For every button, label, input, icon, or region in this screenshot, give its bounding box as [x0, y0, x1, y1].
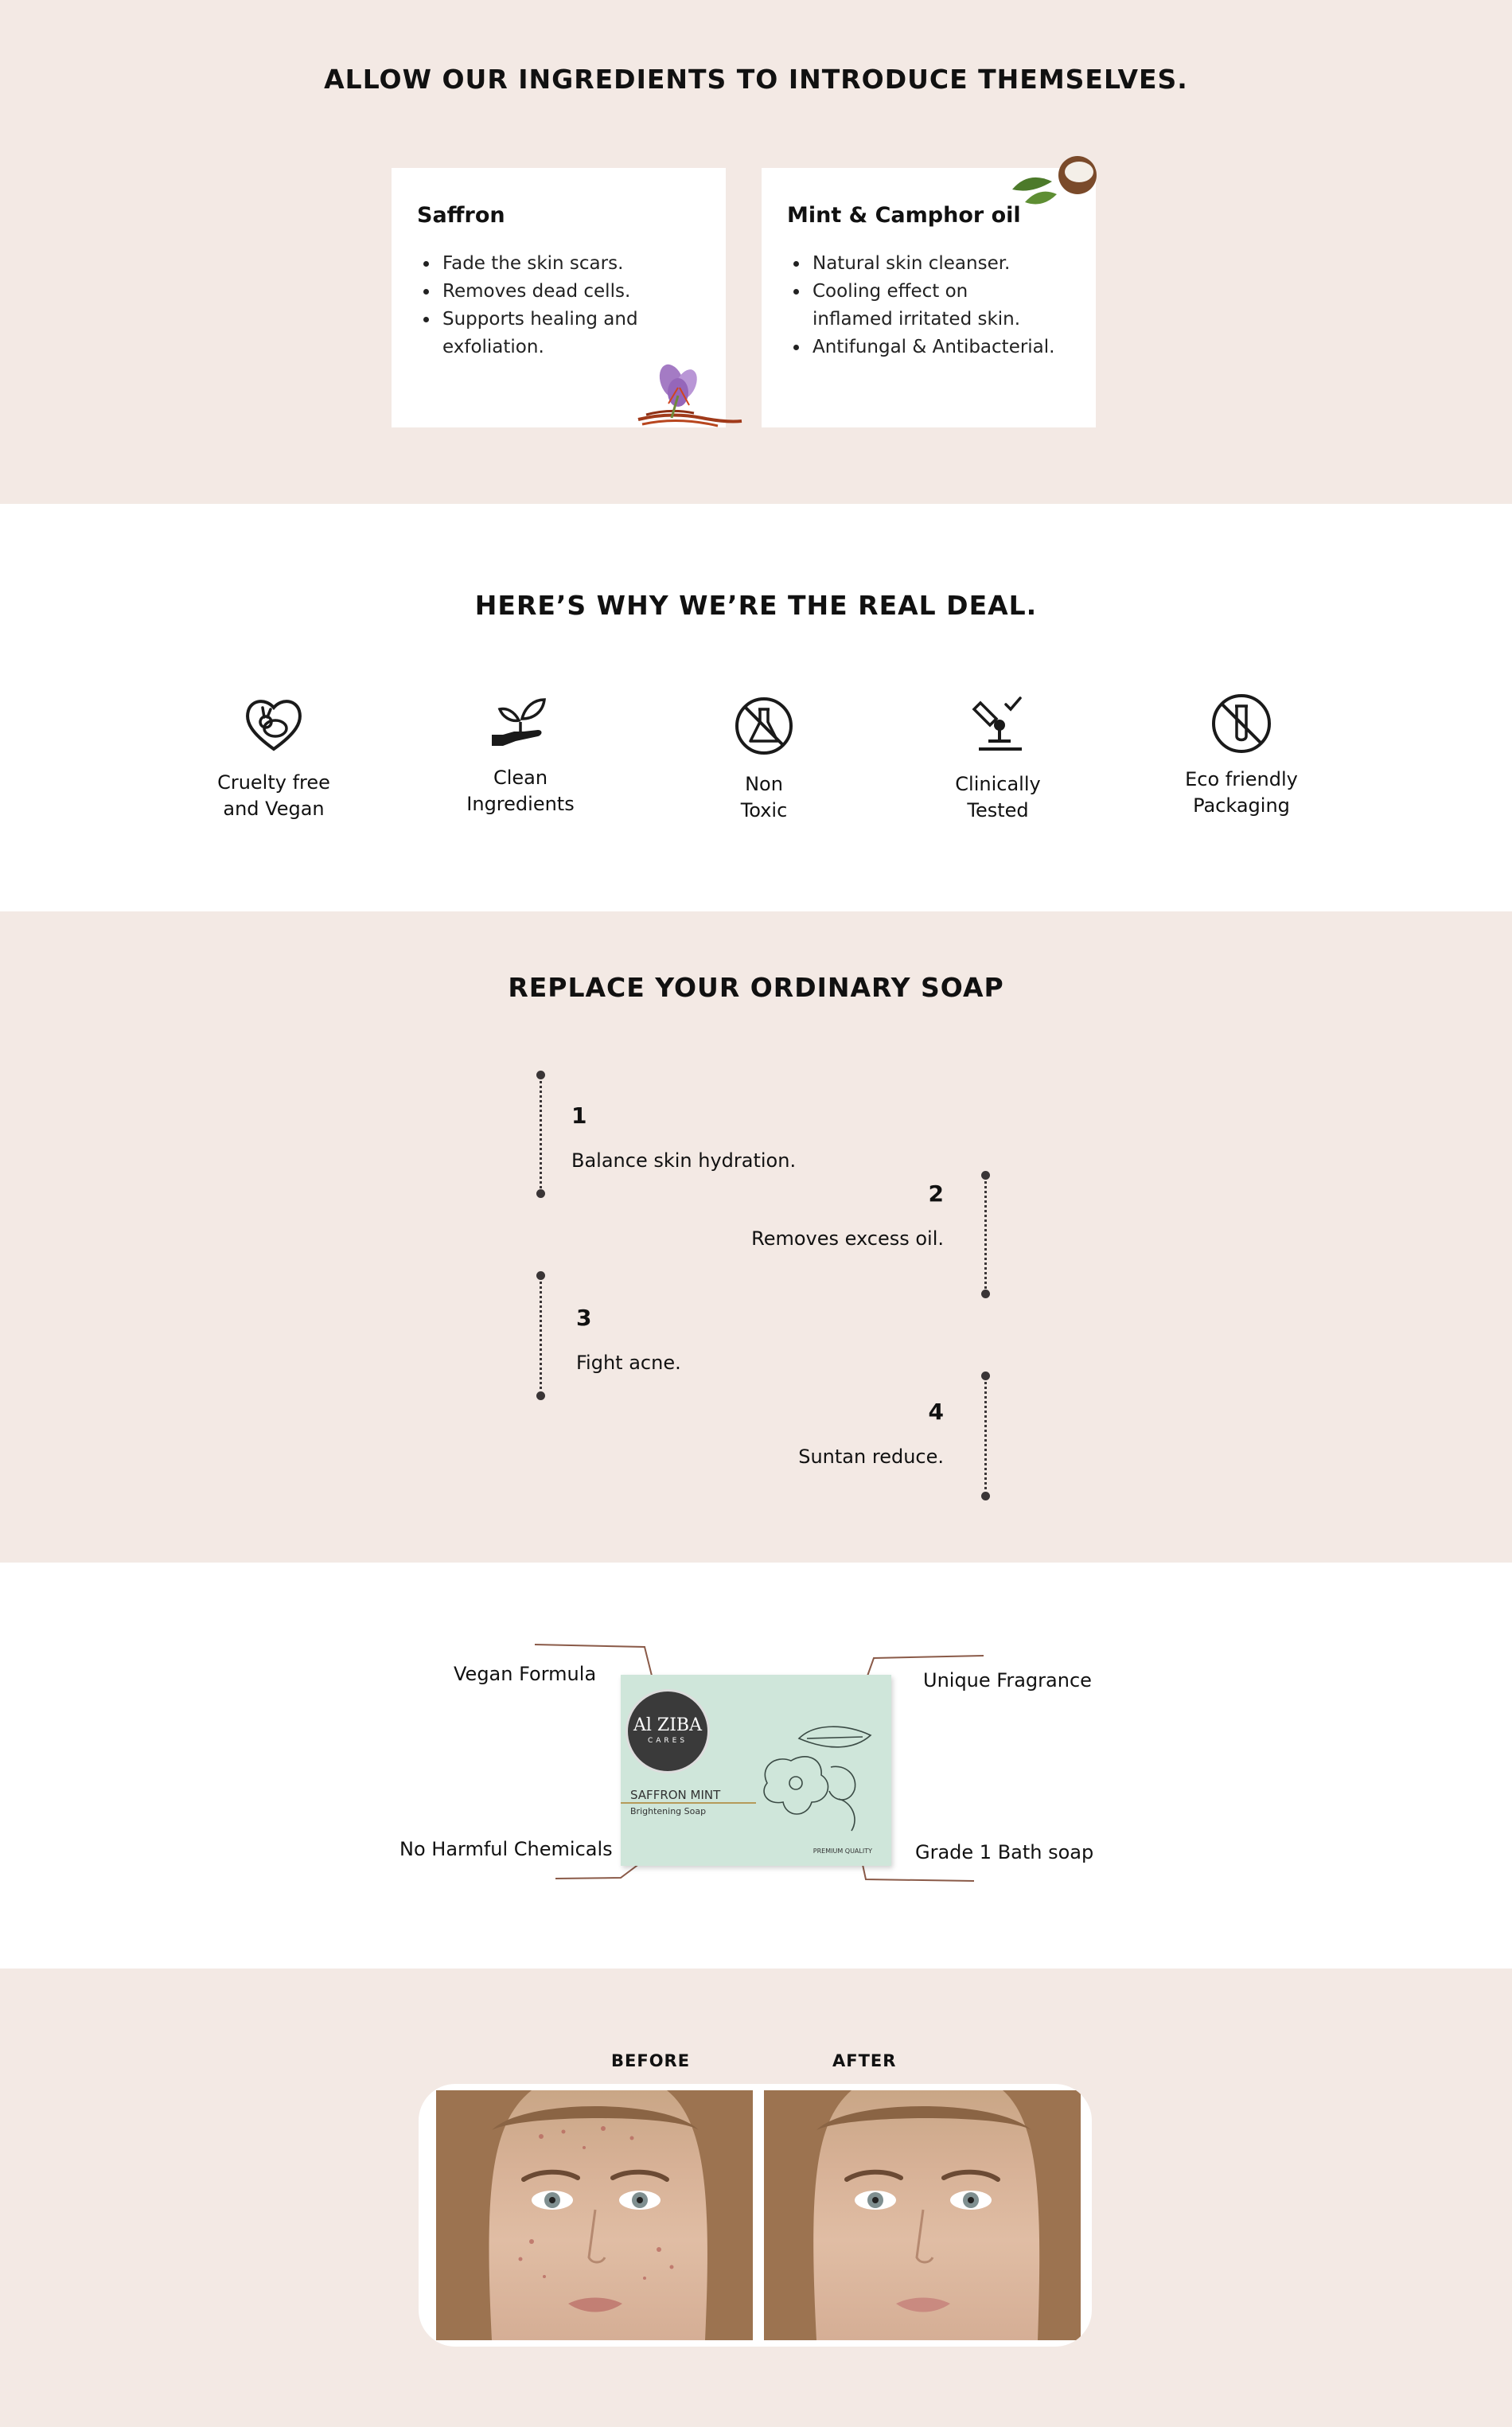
step-2-timeline [980, 1171, 990, 1298]
feature-eco-friendly [1146, 692, 1337, 819]
flower-sketch-icon [751, 1719, 887, 1839]
soap-box-image [621, 1675, 891, 1866]
saffron-flower-image [622, 356, 750, 435]
steps-section [0, 911, 1512, 1563]
list-item: • Removes dead cells. [439, 278, 646, 306]
list-item: • Supports healing and exfoliation. [439, 306, 646, 361]
step-1-timeline [536, 1071, 545, 1198]
step-text: Balance skin hydration. [571, 1149, 797, 1172]
grade-1-bath-soap-label: Grade 1 Bath soap [915, 1841, 1094, 1863]
step-4-timeline [980, 1372, 990, 1500]
why-section [0, 504, 1512, 911]
list-item: • Fade the skin scars. [439, 250, 646, 278]
saffron-card-title: Saffron [417, 203, 505, 228]
soap-product-name: SAFFRON MINT [630, 1788, 721, 1802]
steps-title: REPLACE YOUR ORDINARY SOAP [508, 972, 1004, 1003]
feature-label: Clinically Tested [955, 773, 1041, 821]
brand-logo: Al ZIBA CARES [625, 1689, 710, 1773]
vegan-formula-label: Vegan Formula [454, 1663, 597, 1685]
step-text: Removes excess oil. [751, 1227, 944, 1250]
list-item: • Antifungal & Antibacterial. [809, 334, 1054, 361]
step-3 [576, 1305, 681, 1374]
feature-label: Cruelty free and Vegan [217, 771, 330, 820]
step-1 [571, 1102, 796, 1172]
step-4 [691, 1399, 944, 1468]
step-number: 4 [928, 1399, 944, 1425]
before-after-section [0, 1969, 1512, 2427]
hand-leaf-icon [487, 687, 554, 754]
mint-camphor-card-title: Mint & Camphor oil [787, 203, 1021, 228]
coconut-leaf-image [1004, 154, 1105, 212]
list-item: • Natural skin cleanser. [809, 250, 1054, 278]
feature-clean-ingredients [425, 687, 616, 817]
bunny-heart-icon [242, 692, 306, 755]
saffron-card [392, 168, 726, 427]
step-number: 2 [928, 1180, 944, 1207]
before-after-photo-frame [419, 2084, 1092, 2347]
step-text: Fight acne. [576, 1352, 681, 1374]
step-number: 3 [576, 1305, 592, 1331]
unique-fragrance-label: Unique Fragrance [923, 1669, 1092, 1691]
no-plastic-icon [1210, 692, 1273, 755]
premium-quality-text: PREMIUM QUALITY [813, 1848, 872, 1855]
step-2 [691, 1180, 944, 1250]
no-harmful-chemicals-label: No Harmful Chemicals [399, 1838, 613, 1860]
saffron-benefits-list [439, 250, 646, 361]
after-face-image [764, 2090, 1081, 2340]
microscope-check-icon [964, 692, 1031, 757]
feature-label: Clean Ingredients [466, 767, 575, 815]
feature-label: Eco friendly Packaging [1185, 768, 1298, 817]
step-number: 1 [571, 1102, 587, 1129]
feature-label: Non Toxic [740, 773, 788, 821]
feature-clinically-tested [902, 692, 1093, 824]
ingredients-section [0, 0, 1512, 504]
soap-product-subtitle: Brightening Soap [630, 1806, 707, 1816]
feature-cruelty-free [178, 692, 369, 822]
feature-non-toxic [668, 695, 859, 824]
before-face-image [436, 2090, 753, 2340]
product-section [0, 1563, 1512, 1969]
ingredients-title: ALLOW OUR INGREDIENTS TO INTRODUCE THEMSELVES. [324, 64, 1188, 95]
list-item: • Cooling effect on inflamed irritated skin. [809, 278, 1048, 334]
no-flask-icon [733, 695, 795, 757]
why-title: HERE’S WHY WE’RE THE REAL DEAL. [474, 590, 1038, 621]
step-text: Suntan reduce. [798, 1446, 944, 1468]
mint-camphor-benefits-list [809, 250, 1054, 361]
before-label: BEFORE [611, 2051, 691, 2070]
step-3-timeline [536, 1271, 545, 1400]
after-label: AFTER [832, 2051, 897, 2070]
